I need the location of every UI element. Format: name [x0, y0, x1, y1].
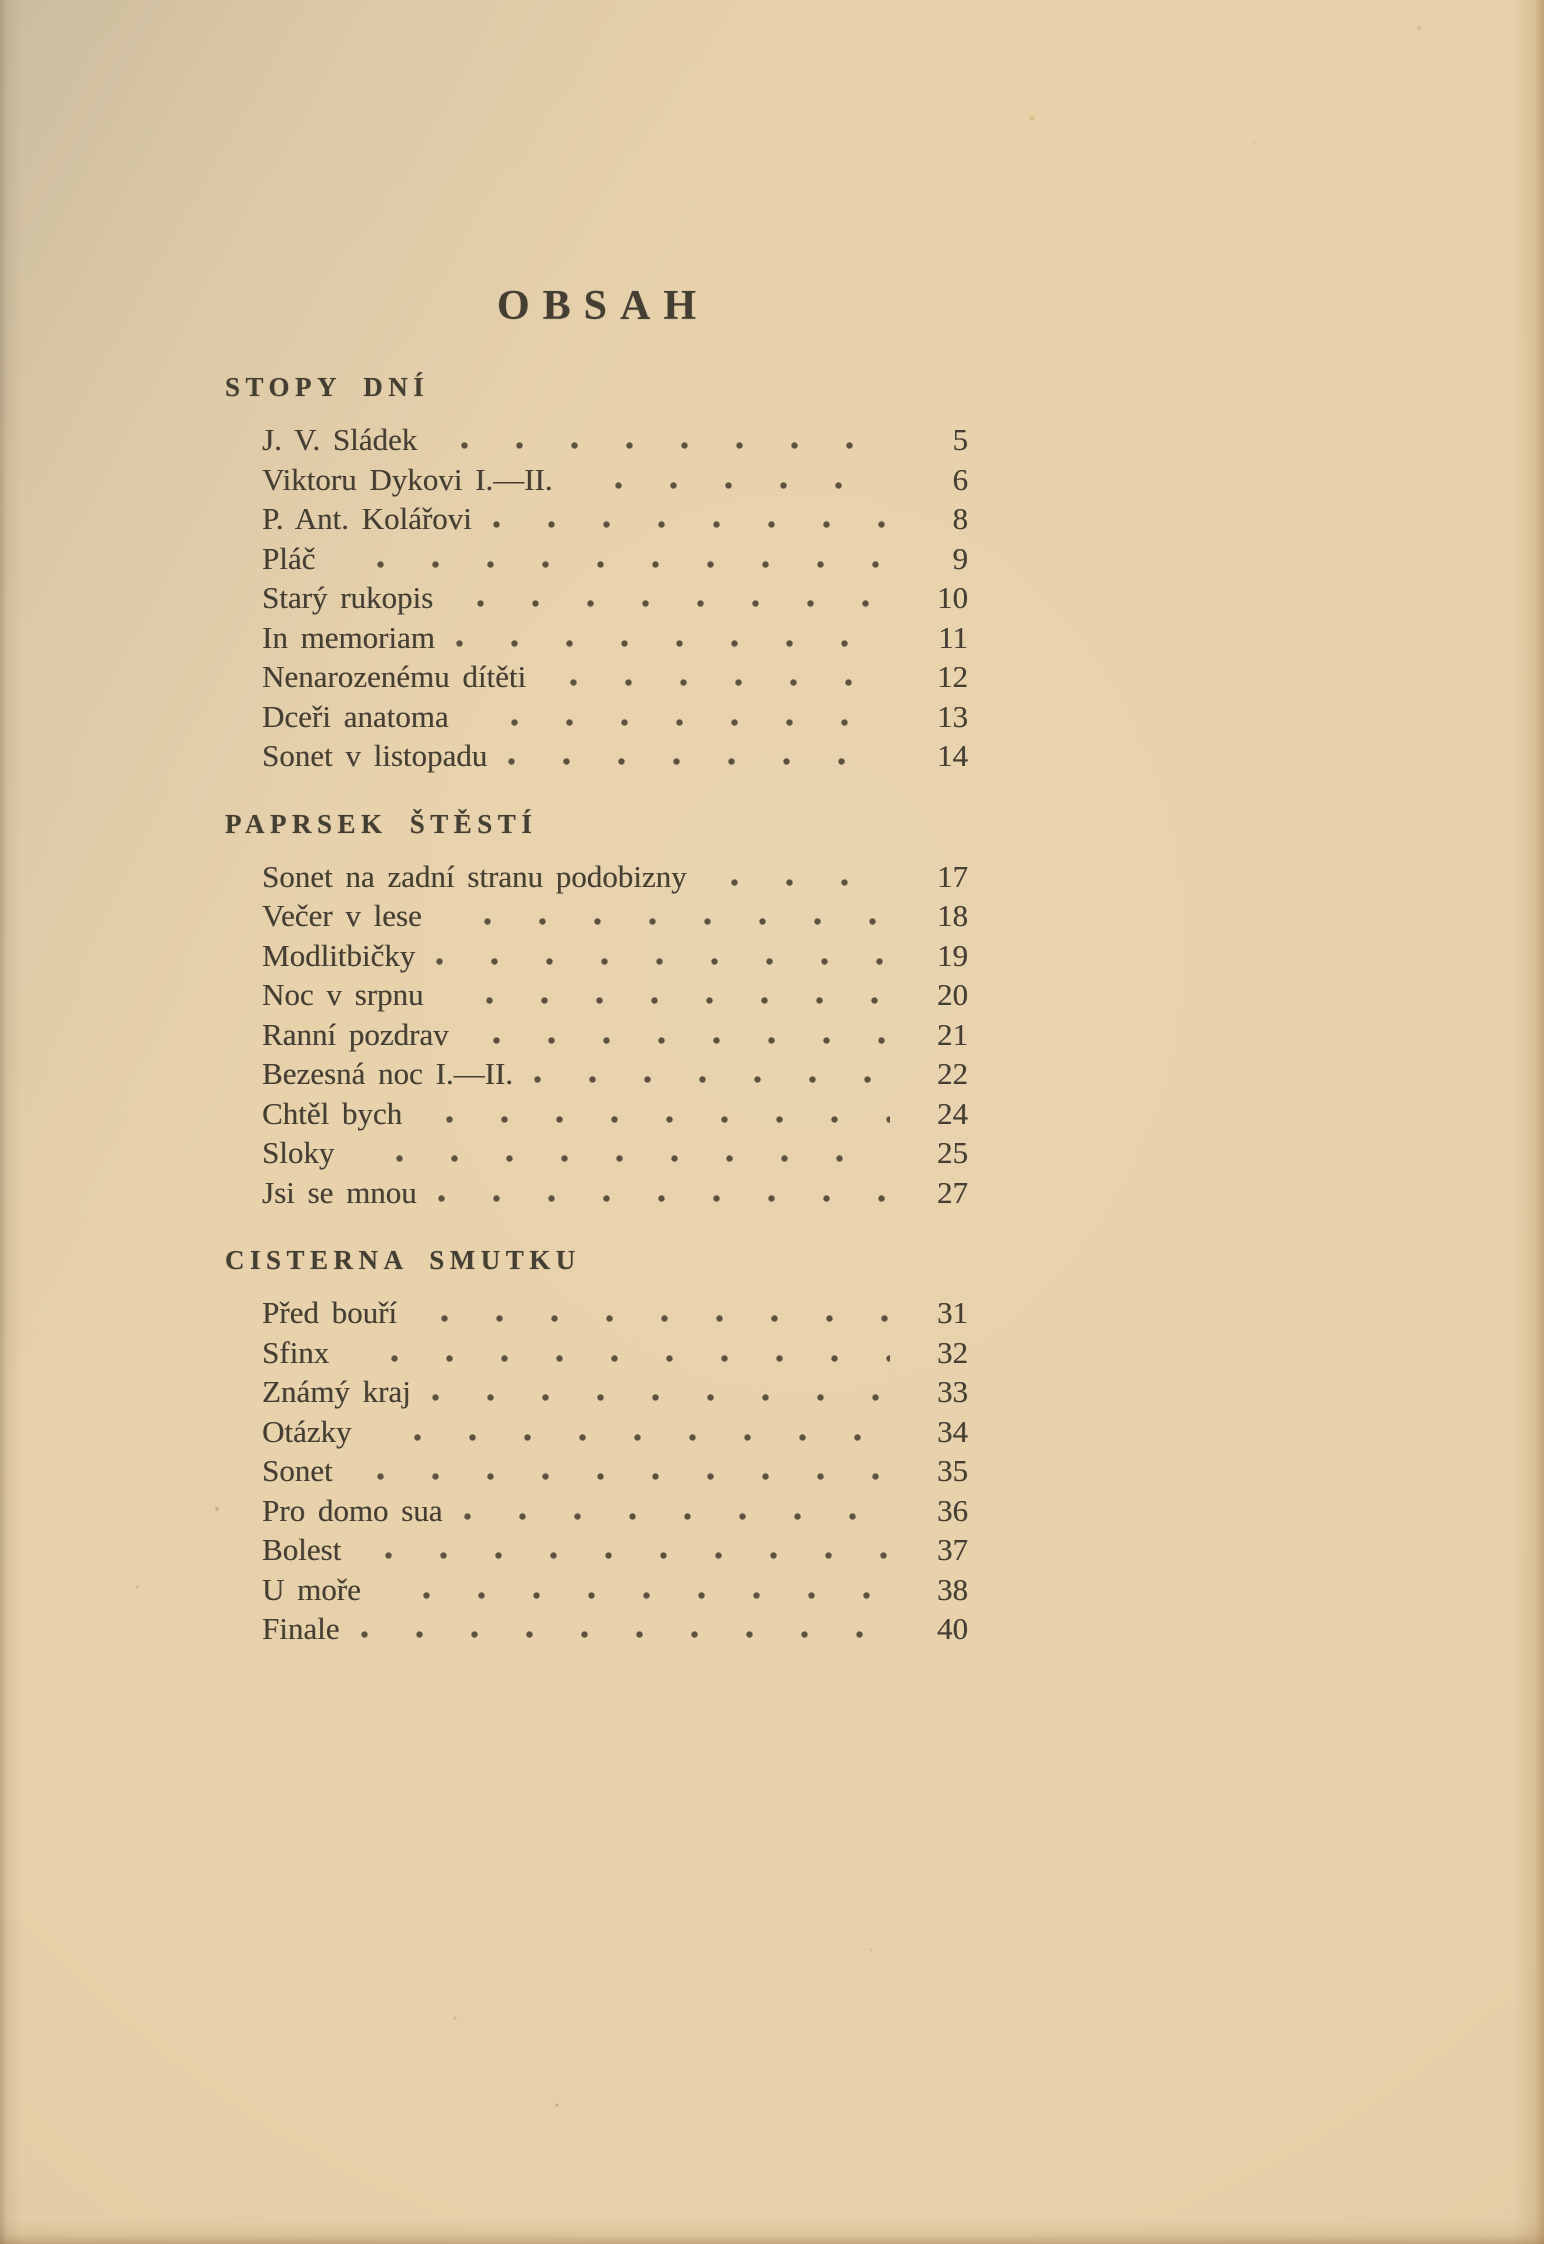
section-entry-list — [262, 1293, 968, 1649]
entry-title: Jsi se mnou — [262, 1174, 417, 1210]
entry-title: Bolest — [262, 1532, 342, 1567]
dot-leader — [433, 957, 890, 966]
dot-leader — [352, 1154, 890, 1163]
page-title: OBSAH — [496, 283, 710, 329]
entry-title: Modlitbičky — [262, 937, 416, 973]
entry-page-number: 9 — [952, 540, 968, 576]
entry-page-number: 38 — [937, 1571, 968, 1607]
dot-leader — [531, 1075, 890, 1084]
entry-page-number: 27 — [937, 1174, 968, 1210]
entry-page-number: 35 — [937, 1453, 968, 1488]
entry-title: Pro domo sua — [262, 1492, 443, 1528]
dot-leader — [429, 1393, 890, 1402]
entry-page-number: 14 — [937, 738, 968, 773]
entry-page-number: 40 — [937, 1611, 968, 1646]
dot-leader — [505, 757, 890, 766]
toc-entry — [262, 657, 968, 697]
entry-title: Před bouří — [262, 1295, 398, 1330]
toc-content-block — [225, 283, 968, 1682]
entry-title: Otázky — [262, 1413, 352, 1449]
toc-entry — [262, 736, 968, 776]
toc-section — [225, 1245, 968, 1649]
dot-leader — [451, 599, 890, 608]
dot-leader — [379, 1591, 890, 1600]
toc-entry — [262, 1293, 968, 1333]
entry-page-number: 10 — [937, 580, 968, 615]
toc-entry — [262, 1530, 968, 1570]
section-entry-list — [262, 420, 968, 776]
dot-leader — [358, 1630, 891, 1639]
entry-page-number: 34 — [937, 1413, 968, 1449]
table-of-contents — [225, 372, 968, 1649]
dot-leader — [435, 441, 890, 450]
dot-leader — [544, 678, 890, 687]
entry-title: Finale — [262, 1611, 340, 1646]
entry-page-number: 6 — [952, 461, 968, 497]
toc-entry — [262, 578, 968, 618]
toc-section — [225, 372, 968, 776]
entry-page-number: 20 — [937, 977, 968, 1012]
entry-page-number: 12 — [937, 659, 968, 694]
toc-entry — [262, 1173, 968, 1213]
toc-entry — [262, 1412, 968, 1452]
toc-entry — [262, 1451, 968, 1491]
entry-page-number: 25 — [937, 1135, 968, 1170]
toc-entry — [262, 1333, 968, 1373]
toc-entry — [262, 697, 968, 737]
dot-leader — [415, 1314, 890, 1323]
toc-entry — [262, 1094, 968, 1134]
entry-title: Známý kraj — [262, 1374, 411, 1409]
dot-leader — [467, 718, 890, 727]
entry-page-number: 31 — [937, 1295, 968, 1330]
toc-entry — [262, 975, 968, 1015]
entry-page-number: 5 — [952, 422, 968, 457]
toc-entry — [262, 936, 968, 976]
entry-title: Ranní pozdrav — [262, 1016, 449, 1052]
entry-title: Dceři anatoma — [262, 698, 449, 734]
entry-page-number: 11 — [938, 619, 968, 655]
entry-page-number: 8 — [952, 501, 968, 536]
entry-title: Sonet — [262, 1453, 333, 1488]
toc-entry — [262, 857, 968, 897]
toc-entry — [262, 420, 968, 460]
entry-title: Pláč — [262, 540, 316, 576]
dot-leader — [333, 560, 890, 569]
toc-entry — [262, 539, 968, 579]
section-heading: PAPRSEK ŠTĚSTÍ — [225, 808, 538, 839]
dot-leader — [571, 481, 890, 490]
entry-title: Sfinx — [262, 1334, 330, 1370]
entry-page-number: 18 — [937, 898, 968, 933]
dot-leader — [435, 1194, 890, 1203]
entry-title: U moře — [262, 1571, 361, 1607]
toc-entry — [262, 499, 968, 539]
toc-entry — [262, 1133, 968, 1173]
dot-leader — [705, 878, 890, 887]
toc-entry — [262, 618, 968, 658]
entry-page-number: 24 — [937, 1095, 968, 1131]
toc-entry — [262, 1609, 968, 1649]
entry-page-number: 21 — [937, 1016, 968, 1052]
entry-title: Večer v lese — [262, 898, 422, 933]
entry-page-number: 32 — [937, 1334, 968, 1370]
toc-entry — [262, 1491, 968, 1531]
dot-leader — [440, 917, 890, 926]
dot-leader — [347, 1354, 890, 1363]
toc-entry — [262, 460, 968, 500]
section-heading: STOPY DNÍ — [225, 372, 430, 402]
dot-leader — [442, 996, 890, 1005]
dot-leader — [351, 1472, 890, 1481]
toc-entry — [262, 896, 968, 936]
entry-title: Sonet na zadní stranu podobizny — [262, 858, 687, 894]
entry-title: Noc v srpnu — [262, 977, 424, 1012]
entry-title: In memoriam — [262, 619, 435, 655]
entry-title: Bezesná noc I.—II. — [262, 1056, 514, 1091]
entry-title: Sloky — [262, 1135, 335, 1170]
toc-section — [225, 809, 968, 1213]
dot-leader — [490, 520, 890, 529]
entry-page-number: 37 — [937, 1532, 968, 1567]
entry-page-number: 19 — [937, 937, 968, 973]
entry-title: Viktoru Dykovi I.—II. — [262, 461, 553, 497]
toc-entry — [262, 1015, 968, 1055]
dot-leader — [359, 1551, 890, 1560]
dot-leader — [467, 1036, 890, 1045]
entry-title: P. Ant. Kolářovi — [262, 501, 472, 536]
entry-title: J. V. Sládek — [262, 422, 418, 457]
dot-leader — [370, 1433, 890, 1442]
entry-page-number: 33 — [937, 1374, 968, 1409]
dot-leader — [420, 1115, 890, 1124]
entry-page-number: 17 — [937, 858, 968, 894]
entry-page-number: 13 — [937, 698, 968, 734]
entry-title: Nenarozenému dítěti — [262, 659, 527, 694]
entry-title: Starý rukopis — [262, 580, 434, 615]
entry-page-number: 22 — [937, 1056, 968, 1091]
section-heading: CISTERNA SMUTKU — [225, 1245, 581, 1275]
dot-leader — [453, 639, 890, 648]
toc-entry — [262, 1570, 968, 1610]
toc-entry — [262, 1372, 968, 1412]
entry-title: Chtěl bych — [262, 1095, 403, 1131]
dot-leader — [461, 1512, 891, 1521]
entry-title: Sonet v listopadu — [262, 738, 488, 773]
entry-page-number: 36 — [937, 1492, 968, 1528]
section-entry-list — [262, 857, 968, 1213]
toc-entry — [262, 1054, 968, 1094]
